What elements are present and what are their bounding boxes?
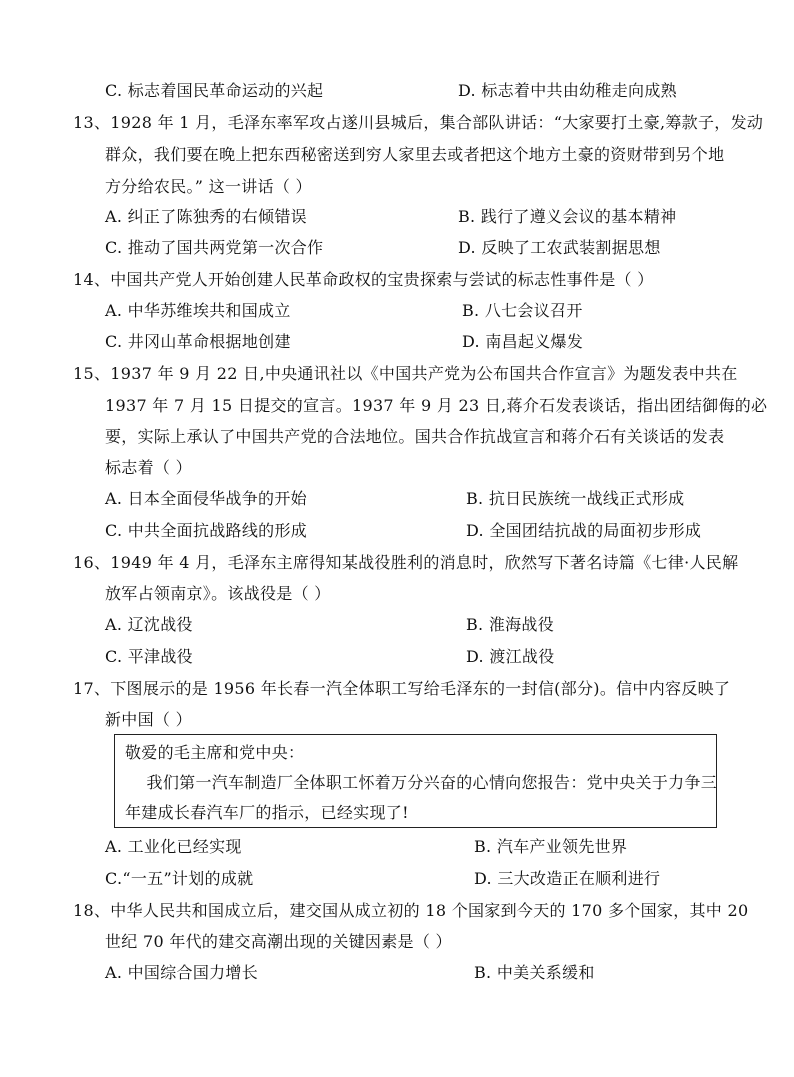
q13-stem-line-1: 13、1928 年 1 月，毛泽东率军攻占遂川县城后，集合部队讲话：“大家要打土豪,筹款子，发动 — [73, 113, 764, 132]
q13-stem-line-3: 方分给农民。” 这一讲话（ ） — [105, 177, 312, 196]
q13-stem-line-2: 群众，我们要在晚上把东西秘密送到穷人家里去或者把这个地方土豪的资财带到另个地 — [105, 145, 725, 164]
letter-body-line-1: 我们第一汽车制造厂全体职工怀着万分兴奋的心情向您报告：党中央关于力争三 — [125, 773, 718, 792]
q16-option-c: C. 平津战役 — [105, 647, 193, 666]
letter-excerpt-box — [114, 734, 717, 828]
q15-option-a: A. 日本全面侵华战争的开始 — [105, 489, 307, 508]
q16-option-d: D. 渡江战役 — [466, 647, 555, 666]
q13-option-a: A. 纠正了陈独秀的右倾错误 — [105, 207, 307, 226]
q18-option-a: A. 中国综合国力增长 — [105, 963, 259, 982]
letter-salutation: 敬爱的毛主席和党中央： — [125, 743, 305, 762]
q17-option-a: A. 工业化已经实现 — [105, 837, 242, 856]
q14-option-a: A. 中华苏维埃共和国成立 — [105, 301, 291, 320]
q18-stem-line-2: 世纪 70 年代的建交高潮出现的关键因素是（ ） — [105, 932, 452, 951]
q18-stem-line-1: 18、中华人民共和国成立后，建交国从成立初的 18 个国家到今天的 170 多个国家，其中 20 — [73, 901, 749, 920]
q15-stem-line-2: 1937 年 7 月 15 日提交的宣言。1937 年 9 月 23 日,蒋介石发表谈话，指出团结御侮的必 — [105, 396, 768, 415]
q17-stem-line-2: 新中国（ ） — [105, 710, 192, 729]
q15-option-c: C. 中共全面抗战路线的形成 — [105, 521, 308, 540]
q12-option-c: C. 标志着国民革命运动的兴起 — [105, 81, 324, 100]
letter-body-line-2: 年建成长春汽车厂的指示，已经实现了! — [125, 803, 409, 822]
q16-option-b: B. 淮海战役 — [466, 615, 555, 634]
q17-option-c: C.“一五”计划的成就 — [105, 869, 254, 888]
q15-option-b: B. 抗日民族统一战线正式形成 — [466, 489, 685, 508]
q17-stem-line-1: 17、下图展示的是 1956 年长春一汽全体职工写给毛泽东的一封信(部分)。信中内容反映了 — [73, 679, 731, 698]
q14-option-b: B. 八七会议召开 — [462, 301, 583, 320]
q18-option-b: B. 中美关系缓和 — [474, 963, 595, 982]
q13-option-c: C. 推动了国共两党第一次合作 — [105, 238, 324, 257]
q14-stem-line-1: 14、中国共产党人开始创建人民革命政权的宝贵探索与尝试的标志性事件是（ ） — [73, 270, 654, 289]
q17-option-d: D. 三大改造正在顺利进行 — [474, 869, 661, 888]
q16-stem-line-1: 16、1949 年 4 月，毛泽东主席得知某战役胜利的消息时，欣然写下著名诗篇《七律·人民解 — [73, 553, 739, 572]
q15-stem-line-1: 15、1937 年 9 月 22 日,中央通讯社以《中国共产党为公布国共合作宣言》为题发表中共在 — [73, 364, 738, 383]
q17-option-b: B. 汽车产业领先世界 — [474, 837, 628, 856]
q12-option-d: D. 标志着中共由幼稚走向成熟 — [458, 81, 677, 100]
q16-stem-line-2: 放军占领南京》。该战役是（ ） — [105, 584, 331, 603]
q13-option-b: B. 践行了遵义会议的基本精神 — [458, 207, 677, 226]
q13-option-d: D. 反映了工农武装割据思想 — [458, 238, 661, 257]
q15-option-d: D. 全国团结抗战的局面初步形成 — [466, 521, 702, 540]
q14-option-d: D. 南昌起义爆发 — [462, 332, 584, 351]
q15-stem-line-4: 标志着（ ） — [105, 458, 192, 477]
q16-option-a: A. 辽沈战役 — [105, 615, 193, 634]
q15-stem-line-3: 要，实际上承认了中国共产党的合法地位。国共合作抗战宣言和蒋介石有关谈话的发表 — [105, 427, 725, 446]
q14-option-c: C. 井冈山革命根据地创建 — [105, 332, 291, 351]
